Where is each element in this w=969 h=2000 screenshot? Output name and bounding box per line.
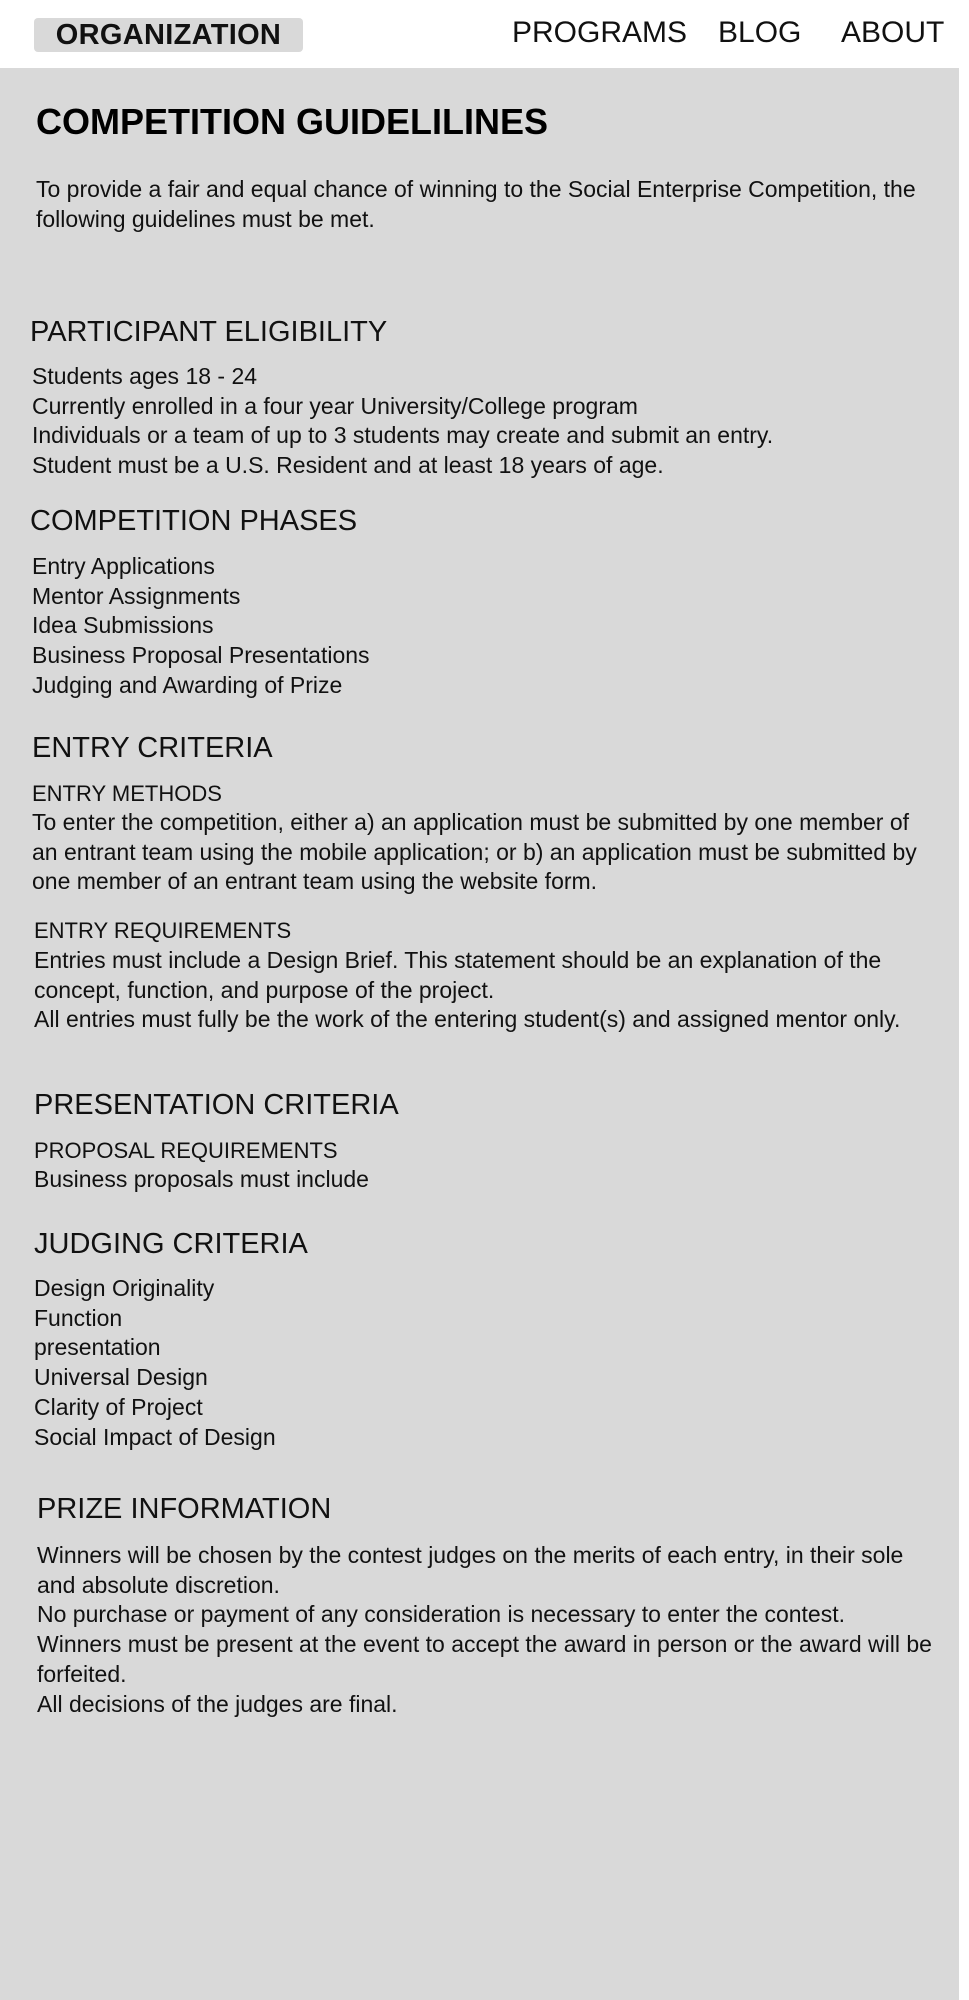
proposal-requirements-text: Business proposals must include [34,1166,369,1192]
list-item: Individuals or a team of up to 3 students may create and submit an entry. [32,422,774,449]
subsection-title-entry-methods: ENTRY METHODS [32,781,222,806]
entry-requirements-text [34,946,949,1035]
section-title-phases: COMPETITION PHASES [30,505,358,537]
nav-link-blog[interactable]: BLOG [718,16,802,49]
section-title-eligibility: PARTICIPANT ELIGIBILITY [30,316,388,348]
entry-requirement-line: Entries must include a Design Brief. This statement should be an explanation of the concept, function, and purpose of the project. [34,947,882,1003]
nav-link-programs[interactable]: PROGRAMS [512,16,688,49]
intro-text: To provide a fair and equal chance of winning to the Social Enterprise Competition, the following guidelines must be met. [36,176,916,232]
list-item: Currently enrolled in a four year University/College program [32,392,638,419]
list-item: Judging and Awarding of Prize [32,671,343,698]
list-item: presentation [34,1334,161,1361]
list-item: Function [34,1304,123,1331]
entry-methods-text: To enter the competition, either a) an application must be submitted by one member of an entrant team using the mobile application; or b) an application must be submitted by one member of an entrant team using the website form. [32,809,917,895]
list-item: Universal Design [34,1364,208,1391]
phases-list [32,552,370,701]
section-title-judging-criteria: JUDGING CRITERIA [34,1228,308,1260]
nav-link-about[interactable]: ABOUT [841,16,945,49]
subsection-title-proposal-requirements: PROPOSAL REQUIREMENTS [34,1138,338,1163]
list-item: Social Impact of Design [34,1423,276,1450]
section-title-presentation-criteria: PRESENTATION CRITERIA [34,1089,399,1121]
list-item: Student must be a U.S. Resident and at least 18 years of age. [32,452,664,479]
prize-line: All decisions of the judges are final. [37,1690,398,1717]
entry-requirement-line: All entries must fully be the work of the entering student(s) and assigned mentor only. [34,1006,901,1033]
list-item: Idea Submissions [32,612,214,639]
list-item: Clarity of Project [34,1393,203,1420]
prize-line: Winners must be present at the event to accept the award in person or the award will be forfeited. [37,1631,932,1687]
organization-logo[interactable]: ORGANIZATION [34,18,303,52]
list-item: Mentor Assignments [32,582,241,609]
prize-line: Winners will be chosen by the contest judges on the merits of each entry, in their sole and absolute discretion. [37,1542,904,1598]
judging-list [34,1274,276,1452]
eligibility-list [32,362,773,481]
page-title: COMPETITION GUIDELILINES [36,101,549,142]
section-title-prize-information: PRIZE INFORMATION [37,1493,332,1525]
page-edge [959,0,969,2000]
subsection-title-entry-requirements: ENTRY REQUIREMENTS [34,918,292,943]
prize-information-text [37,1541,937,1719]
list-item: Design Originality [34,1275,215,1301]
list-item: Entry Applications [32,553,215,579]
top-navigation-bar [0,0,969,68]
prize-line: No purchase or payment of any consideration is necessary to enter the contest. [37,1601,845,1628]
list-item: Students ages 18 - 24 [32,363,258,389]
section-title-entry-criteria: ENTRY CRITERIA [32,732,273,764]
list-item: Business Proposal Presentations [32,642,370,669]
